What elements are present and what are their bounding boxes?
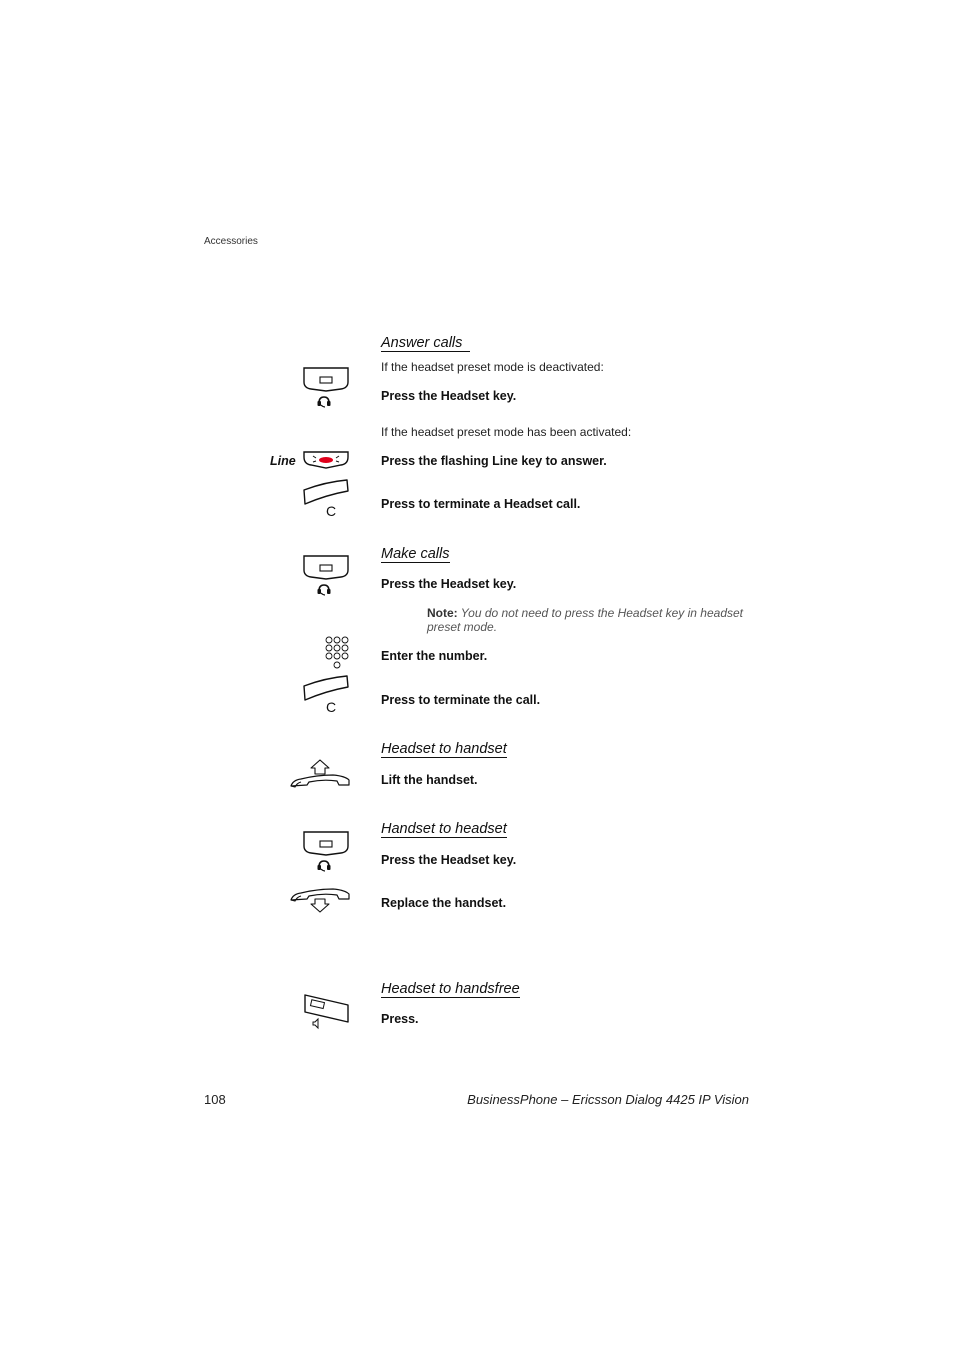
speaker-key-icon bbox=[301, 992, 351, 1032]
make-calls-heading: Make calls bbox=[381, 546, 450, 562]
make-calls-step-enter-number: Enter the number. bbox=[381, 649, 488, 663]
answer-calls-step-headset-key: Press the Headset key. bbox=[381, 389, 517, 403]
make-calls-step-terminate: Press to terminate the call. bbox=[381, 693, 541, 707]
clear-key-icon bbox=[301, 674, 351, 716]
svg-text:C: C bbox=[326, 699, 337, 715]
handset-to-headset-step-headset-key: Press the Headset key. bbox=[381, 853, 517, 867]
make-calls-note bbox=[427, 606, 757, 634]
answer-calls-condition-activated: If the headset preset mode has been activated: bbox=[381, 425, 632, 439]
line-key-icon bbox=[301, 450, 351, 472]
note-label: Note: bbox=[427, 606, 458, 620]
keypad-icon bbox=[324, 636, 352, 672]
answer-calls-step-flashing-line: Press the flashing Line key to answer. bbox=[381, 454, 607, 468]
answer-calls-step-terminate: Press to terminate a Headset call. bbox=[381, 497, 581, 511]
answer-calls-condition-deactivated: If the headset preset mode is deactivated: bbox=[381, 360, 604, 374]
handset-to-headset-heading: Handset to headset bbox=[381, 821, 507, 837]
headset-to-handsfree-step-press: Press. bbox=[381, 1012, 419, 1026]
clear-key-icon bbox=[301, 478, 351, 520]
replace-handset-icon bbox=[287, 886, 353, 914]
note-text: You do not need to press the Headset key in headset preset mode. bbox=[427, 606, 743, 634]
answer-calls-heading: Answer calls bbox=[381, 335, 470, 352]
section-header: Accessories bbox=[204, 236, 258, 247]
headset-to-handset-step-lift: Lift the handset. bbox=[381, 773, 478, 787]
headset-key-icon bbox=[301, 366, 351, 410]
headset-to-handsfree-heading: Headset to handsfree bbox=[381, 981, 520, 997]
headset-key-icon bbox=[301, 554, 351, 598]
line-key-label: Line bbox=[270, 454, 296, 468]
make-calls-step-headset-key: Press the Headset key. bbox=[381, 577, 517, 591]
svg-text:C: C bbox=[326, 503, 337, 519]
footer-product-title: BusinessPhone – Ericsson Dialog 4425 IP Vision bbox=[467, 1092, 749, 1107]
headset-key-icon bbox=[301, 830, 351, 874]
headset-to-handset-heading: Headset to handset bbox=[381, 741, 507, 757]
page-number: 108 bbox=[204, 1092, 226, 1107]
lift-handset-icon bbox=[287, 758, 353, 790]
handset-to-headset-step-replace: Replace the handset. bbox=[381, 896, 507, 910]
